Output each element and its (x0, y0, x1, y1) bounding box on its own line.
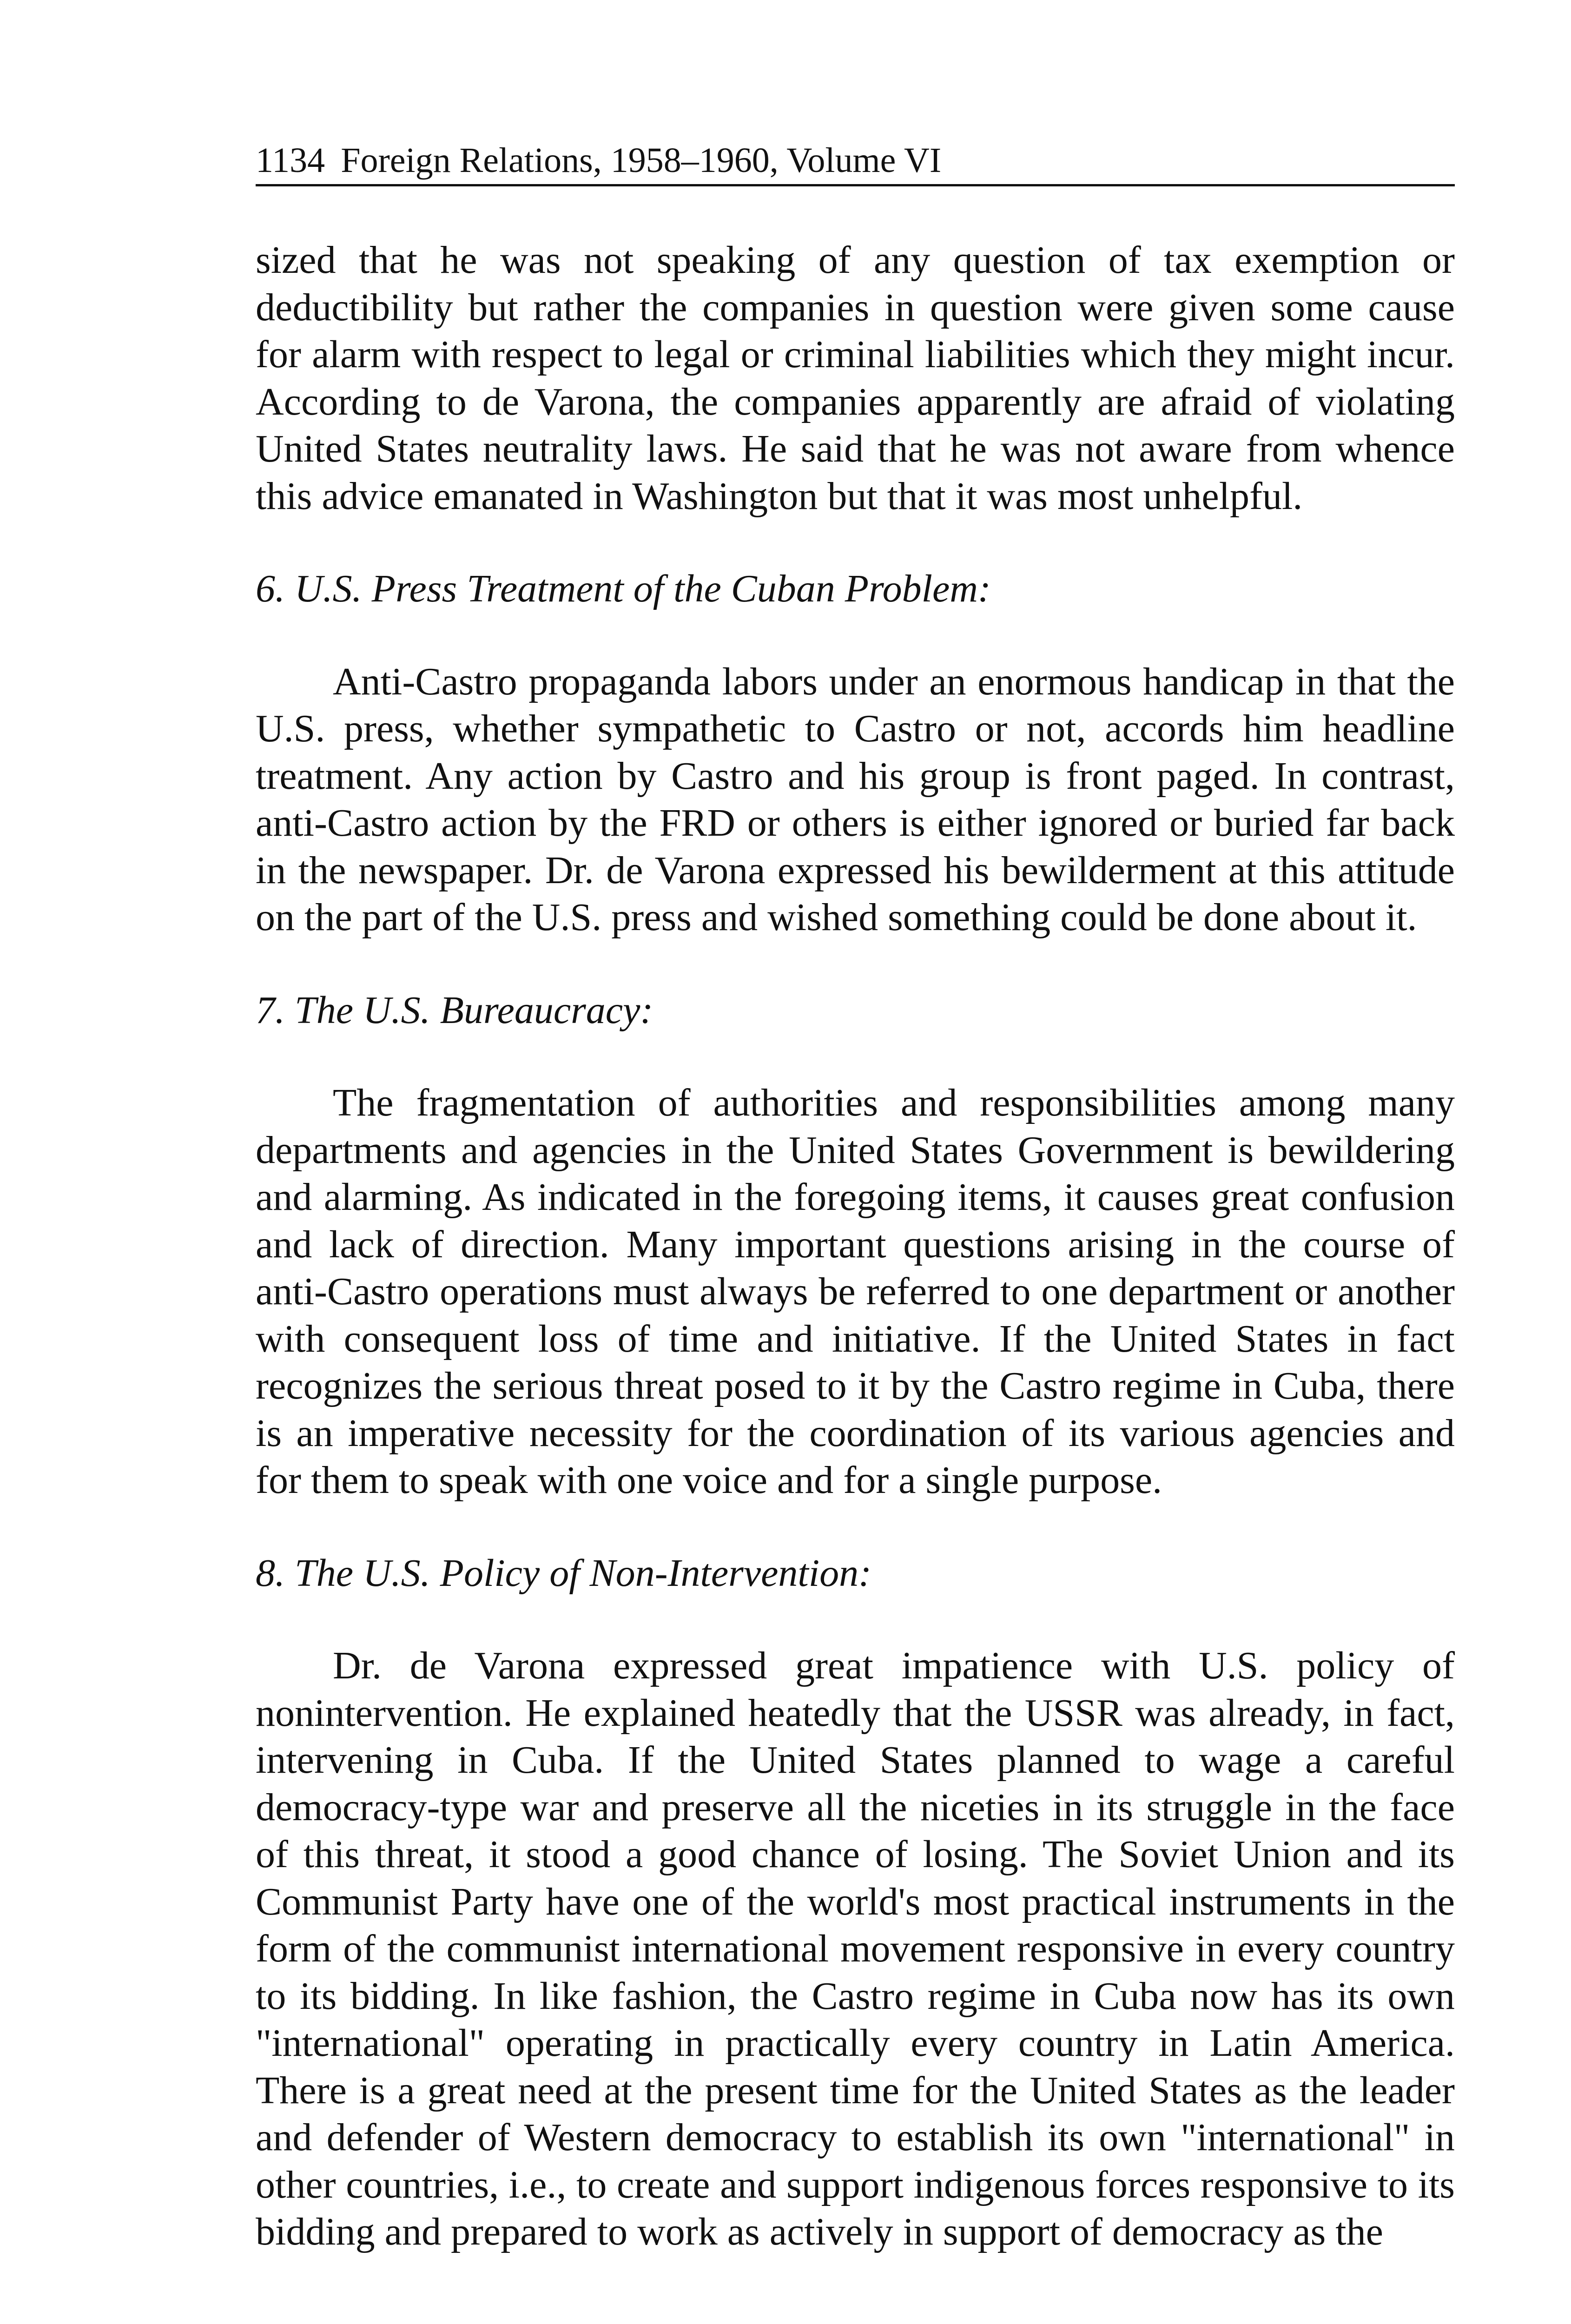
section-heading-press-treatment: 6. U.S. Press Treatment of the Cuban Problem: (256, 567, 991, 610)
section-heading-non-intervention: 8. The U.S. Policy of Non-Intervention: (256, 1551, 872, 1595)
section-paragraph-press-treatment: Anti-Castro propaganda labors under an enormous handicap in that the U.S. press, whether sympathetic to Castro or not, accords him headline treatment. Any action by Castro and his group is front paged. In contrast, anti-Castro action by the FRD or others is either ignored or buried far back in the newspaper. Dr. de Varona expressed his bewilderment at this attitude on the part of the U.S. press and wished something could be done about it. (256, 660, 1455, 939)
section-paragraph-bureaucracy: The fragmentation of authorities and responsibilities among many departments and agencies in the United States Government is bewildering and alarming. As indicated in the foregoing items, it causes great confusion and lack of direction. Many important questions arising in the course of anti-Castro operations must always be referred to one department or another with consequent loss of time and initiative. If the United States in fact recognizes the serious threat posed to it by the Castro regime in Cuba, there is an imperative necessity for the coordination of its various agencies and for them to speak with one voice and for a single purpose. (256, 1081, 1455, 1502)
running-header (256, 139, 1455, 186)
page-body (256, 237, 1455, 2256)
running-title: Foreign Relations, 1958–1960, Volume VI (341, 141, 942, 180)
section-heading-bureaucracy: 7. The U.S. Bureaucracy: (256, 988, 653, 1032)
continuation-paragraph: sized that he was not speaking of any question of tax exemption or deductibility but rather the companies in question were given some cause for alarm with respect to legal or criminal liabilities which they might incur. According to de Varona, the companies apparently are afraid of violating United States neutrality laws. He said that he was not aware from whence this advice emanated in Washington but that it was most unhelpful. (256, 238, 1455, 518)
document-page (256, 139, 1455, 2256)
section-paragraph-non-intervention: Dr. de Varona expressed great impatience with U.S. policy of nonintervention. He explained heatedly that the USSR was already, in fact, intervening in Cuba. If the United States planned to wage a careful democracy-type war and preserve all the niceties in its struggle in the face of this threat, it stood a good chance of losing. The Soviet Union and its Communist Party have one of the world's most practical instruments in the form of the communist international movement responsive in every country to its bidding. In like fashion, the Castro regime in Cuba now has its own "international" operating in practically every country in Latin America. There is a great need at the present time for the United States as the leader and defender of Western democracy to establish its own "international" in other countries, i.e., to create and support indigenous forces responsive to its bidding and prepared to work as actively in support of democracy as the (256, 1644, 1455, 2253)
page-number: 1134 (256, 141, 325, 180)
